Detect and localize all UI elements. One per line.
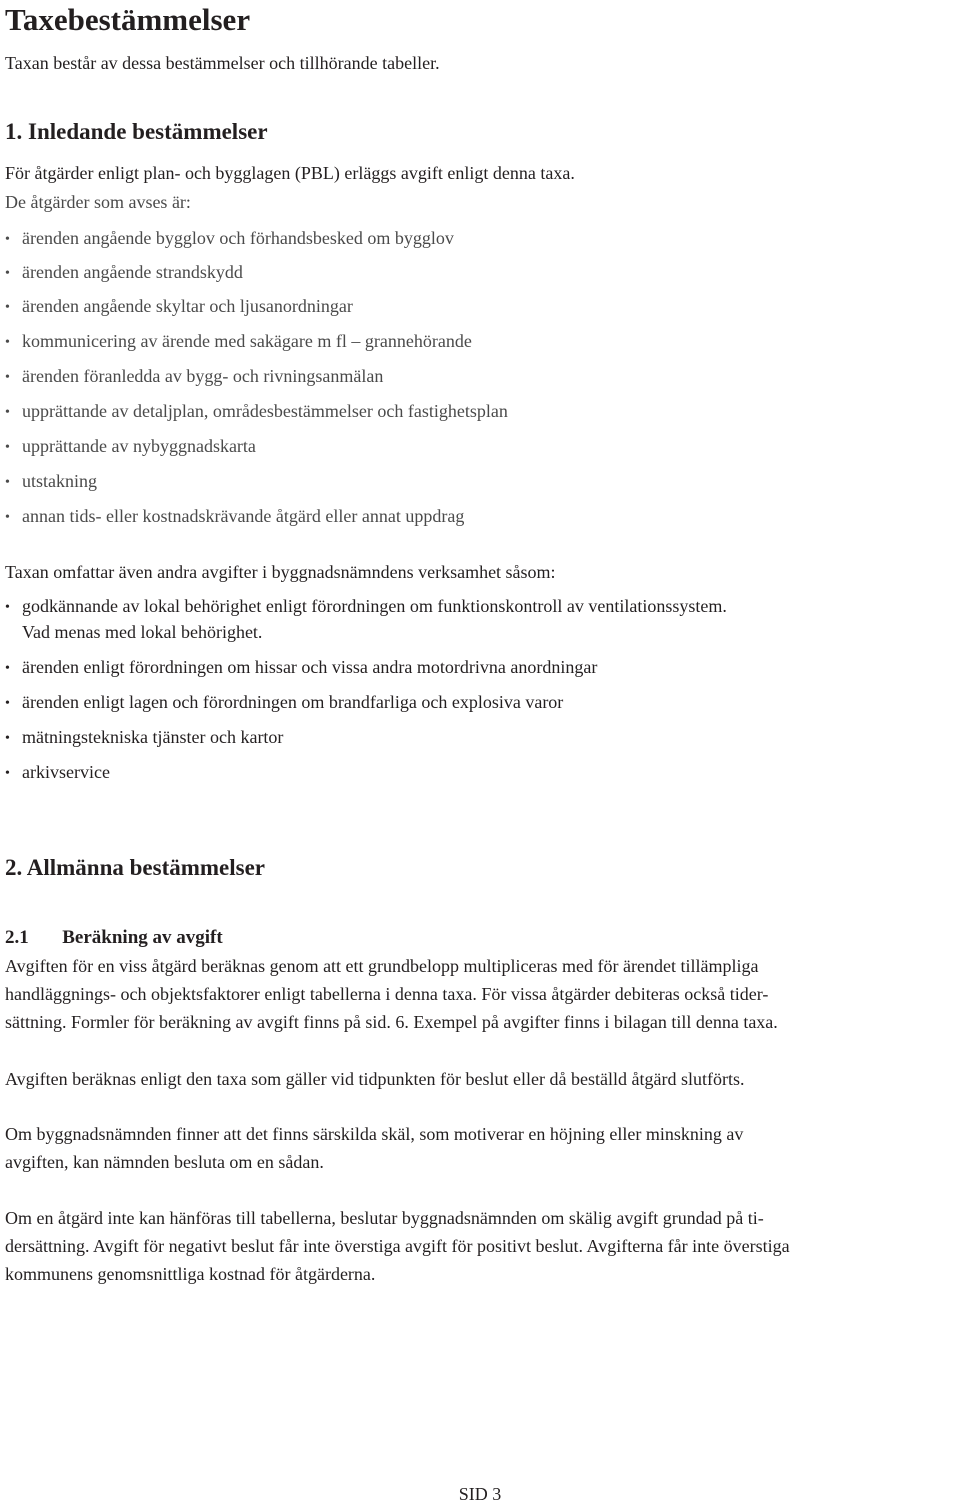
applicable-tariff-paragraph: Avgiften beräknas enligt den taxa som gäller vid tidpunkten för beslut eller då beställd åtgärd slutförts. [5,1069,745,1089]
bullet-icon: • [5,405,10,420]
subsection-heading [5,926,223,950]
bullet-icon: • [5,370,10,385]
document-page: Taxebestämmelser Taxan består av dessa bestämmelser och tillhörande tabeller. 1. Inledande bestämmelser För åtgärder enligt plan- och bygglagen (PBL) erläggs avgift enligt denna taxa. De åtgärder som avses är: • ärenden angående bygglov och förhandsbesked om bygglov • ärenden angående strandskydd • ärenden angående skyltar och ljusanordningar • kommunicering av ärende med sakägare m fl – grannehörande • ärenden föranledda av bygg- och rivningsanmälan • upprättande av detaljplan, områdesbestämmelser och fastighetsplan • upprättande av nybyggnadskarta • utstakning • annan tids- eller kostnadskrävande åtgärd eller annat uppdrag Taxan omfattar även andra avgifter i byggnadsnämndens verksamhet såsom: • godkännande av lokal behörighet enligt förordningen om funktionskontroll av ventilationssystem. Vad menas med lokal behörighet. • ärenden enligt förordningen om hissar och vissa andra motordrivna anordningar • ärenden enligt lagen och förordningen om brandfarliga och explosiva varor • mätningstekniska tjänster och kartor • arkivservice 2. Allmänna bestämmelser 2.1 Beräkning av avgift Avgiften för en viss åtgärd beräknas genom att ett grundbelopp multipliceras med för ärendet tillämpliga handläggnings- och objektsfaktorer enligt tabellerna i denna taxa. För vissa åtgärder debiteras också tider- sättning. Formler för beräkning av avgift finns på sid. 6. Exempel på avgifter finns i bilagan till denna taxa. Avgiften beräknas enligt den taxa som gäller vid tidpunkten för beslut eller då beställd åtgärd slutförts. Om byggnadsnämnden finner att det finns särskilda skäl, som motiverar en höjning eller minskning av avgiften, kan nämnden besluta om en sådan. Om en åtgärd inte kan hänföras till tabellerna, beslutar byggnadsnämnden om skälig avgift grundad på ti- dersättning. Avgift för negativt beslut får inte överstiga avgift för positivt beslut. Avgifterna får inte överstiga kommunens genomsnittliga kostnad för åtgärderna. SID 3 [0,0,960,1505]
list-item: • kommunicering av ärende med sakägare m fl – grannehörande [5,329,22,355]
list-item: • utstakning [5,469,22,495]
bullet-icon: • [5,266,10,281]
list-item: • arkivservice [5,760,22,786]
subsection-title: Beräkning av avgift [62,927,223,948]
unlisted-measure-paragraph: Om en åtgärd inte kan hänföras till tabellerna, beslutar byggnadsnämnden om skälig avgift grundad på ti- dersättning. Avgift för negativt beslut får inte överstiga avgift för positivt beslut. Avgifterna får inte överstiga kommunens genomsnittliga kostnad för åtgärderna. [5,1208,790,1284]
list-item: • upprättande av detaljplan, områdesbestämmelser och fastighetsplan [5,399,22,425]
section-1-heading: 1. Inledande bestämmelser [5,119,268,144]
section-2-heading: 2. Allmänna bestämmelser [5,855,266,880]
bullet-icon: • [5,232,10,247]
list-item: • ärenden angående strandskydd [5,260,22,286]
page-title: Taxebestämmelser [5,2,251,37]
page-number: SID 3 [458,1484,502,1504]
intro-text: Taxan består av dessa bestämmelser och tillhörande tabeller. [5,53,440,73]
list-item: • ärenden föranledda av bygg- och rivningsanmälan [5,364,22,390]
list-item: • ärenden angående bygglov och förhandsbesked om bygglov [5,226,22,252]
bullet-icon: • [5,440,10,455]
bullet-icon: • [5,300,10,315]
bullet-icon: • [5,696,10,711]
list-item: • mätningstekniska tjänster och kartor [5,725,22,751]
bullet-icon: • [5,510,10,525]
bullet-icon: • [5,335,10,350]
list-item: • annan tids- eller kostnadskrävande åtgärd eller annat uppdrag [5,504,22,530]
list-item: • ärenden enligt lagen och förordningen om brandfarliga och explosiva varor [5,690,22,716]
section-1-paragraph-3: Taxan omfattar även andra avgifter i byggnadsnämndens verksamhet såsom: [5,562,556,582]
fee-calculation-paragraph: Avgiften för en viss åtgärd beräknas genom att ett grundbelopp multipliceras med för ärendet tillämpliga handläggnings- och objektsfaktorer enligt tabellerna i denna taxa. För vissa åtgärder debiteras också tider- sättning. Formler för beräkning av avgift finns på sid. 6. Exempel på avgifter finns i bilagan till denna taxa. [5,956,778,1032]
list-item: • ärenden angående skyltar och ljusanordningar [5,294,22,320]
bullet-icon: • [5,661,10,676]
bullet-icon: • [5,731,10,746]
section-1-paragraph-1: För åtgärder enligt plan- och bygglagen (PBL) erläggs avgift enligt denna taxa. [5,163,575,183]
adjustment-paragraph: Om byggnadsnämnden finner att det finns särskilda skäl, som motiverar en höjning eller minskning av avgiften, kan nämnden besluta om en sådan. [5,1124,744,1172]
list-item: • godkännande av lokal behörighet enligt förordningen om funktionskontroll av ventilationssystem. [5,594,22,620]
bullet-icon: • [5,766,10,781]
bullet-icon: • [5,600,10,615]
bullet-icon: • [5,475,10,490]
section-1-paragraph-2: De åtgärder som avses är: [5,192,191,212]
subsection-number: 2.1 [5,927,29,948]
list-item: • ärenden enligt förordningen om hissar och vissa andra motordrivna anordningar [5,655,22,681]
list-item: • upprättande av nybyggnadskarta [5,434,22,460]
